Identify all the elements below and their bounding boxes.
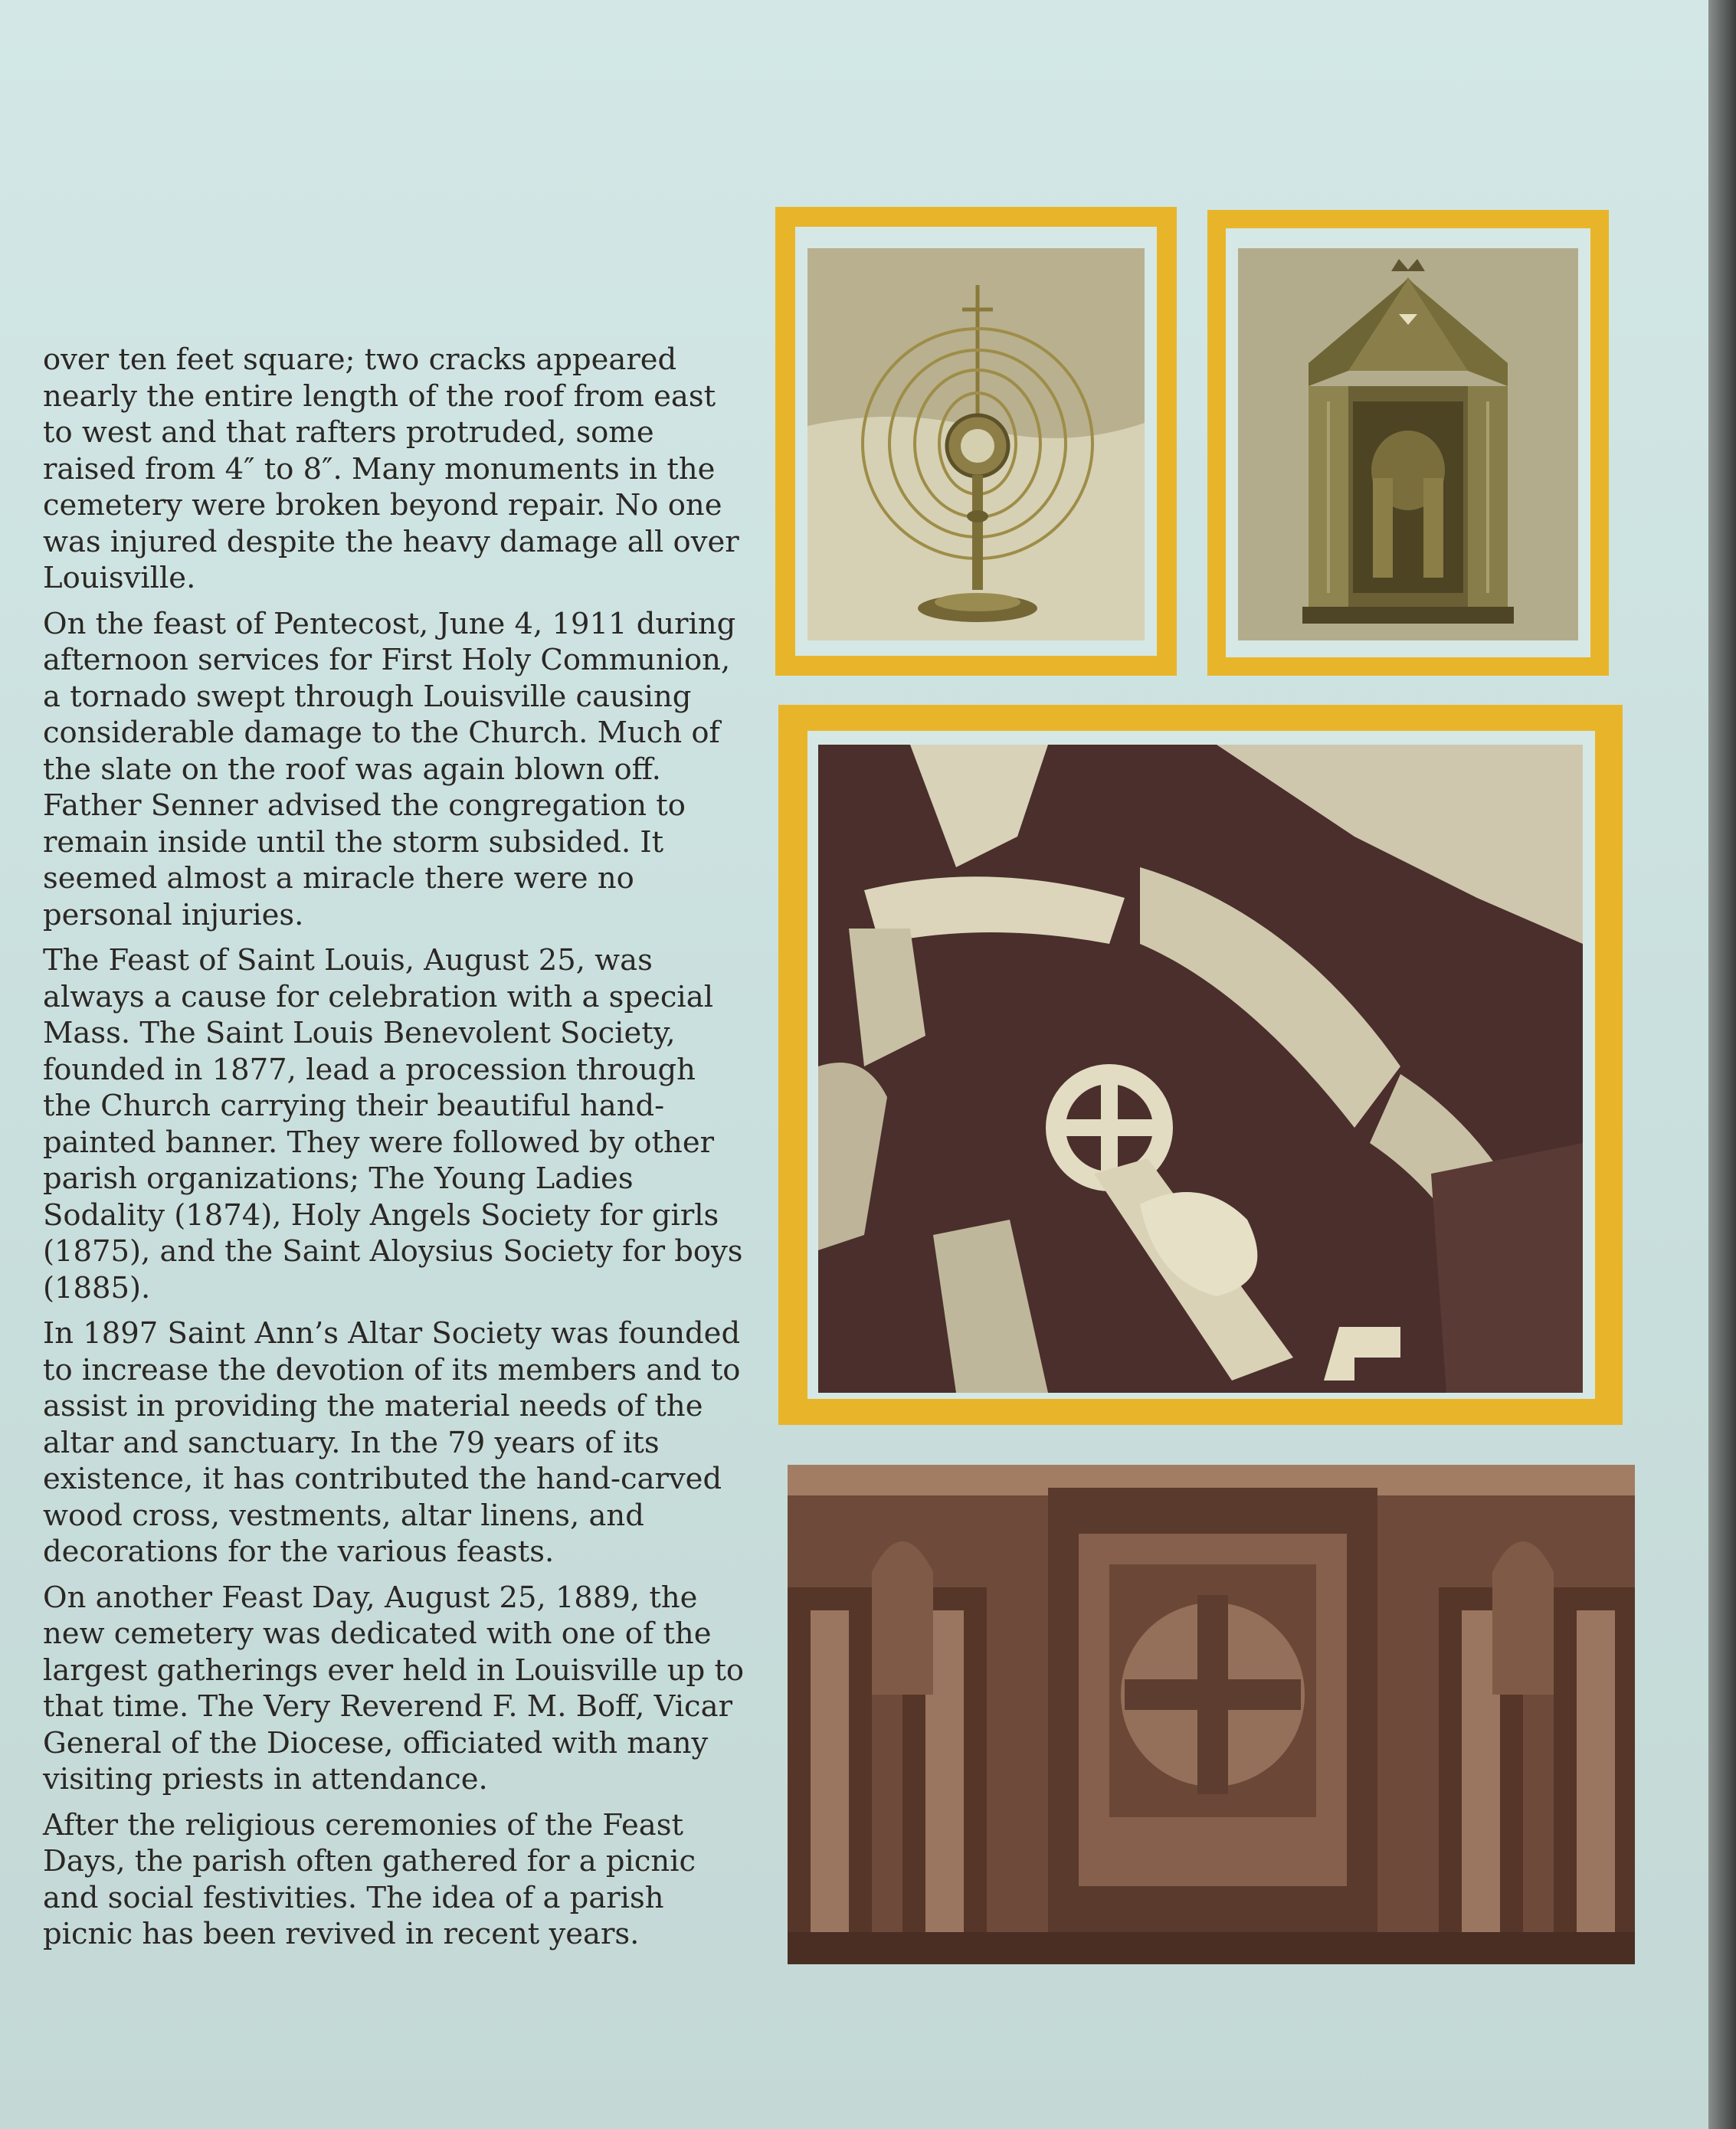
paragraph-feast-saint-louis: The Feast of Saint Louis, August 25, was always a cause for celebration with a special Mass. The Saint Louis Benevolent Society, founded in 1877, lead a procession through the Church carrying their beautiful hand-painted banner. They were followed by other parish organizations; The Young Ladies Sodality (1874), Holy Angels Society for girls (1875), and the Saint Aloysius Society for boys (1885). — [43, 943, 743, 1305]
stained-glass-photo-frame — [778, 705, 1623, 1425]
carved-wood-panel-photo — [788, 1465, 1635, 1964]
paragraph-tornado: On the feast of Pentecost, June 4, 1911 during afternoon services for First Holy Communion, a tornado swept through Louisville causing considerable damage to the Church. Much of the slate on the roof was again blown off. Father Senner advised the congregation to remain inside until the storm subsided. It seemed almost a miracle there were no personal injuries. — [43, 606, 736, 932]
monstrance-photo — [807, 248, 1145, 640]
monstrance-photo-frame — [775, 207, 1177, 676]
tabernacle-photo-frame — [1207, 210, 1609, 676]
article-text — [43, 342, 748, 1962]
paragraph-cemetery-dedication: On another Feast Day, August 25, 1889, the new cemetery was dedicated with one of the largest gatherings ever held in Louisville up to that time. The Very Reverend F. M. Boff, Vicar General of the Diocese, officiated with many visiting priests in attendance. — [43, 1580, 745, 1797]
stained-glass-photo — [818, 745, 1583, 1393]
paragraph-altar-society: In 1897 Saint Ann’s Altar Society was founded to increase the devotion of its members and to assist in providing the material needs of the altar and sanctuary. In the 79 years of its existence, it has contributed the hand-carved wood cross, vestments, altar linens, and decorations for the various feasts. — [43, 1316, 741, 1569]
page-edge-shadow — [1708, 0, 1736, 2129]
tabernacle-photo — [1238, 248, 1578, 640]
paragraph-roof-damage: over ten feet square; two cracks appeared nearly the entire length of the roof from east to west and that rafters protruded, some raised from 4″ to 8″. Many monuments in the cemetery were broken beyond repair. No one was injured despite the heavy damage all over Louisville. — [43, 342, 739, 595]
paragraph-parish-picnic: After the religious ceremonies of the Feast Days, the parish often gathered for a picnic and social festivities. The idea of a parish picnic has been revived in recent years. — [43, 1807, 696, 1951]
